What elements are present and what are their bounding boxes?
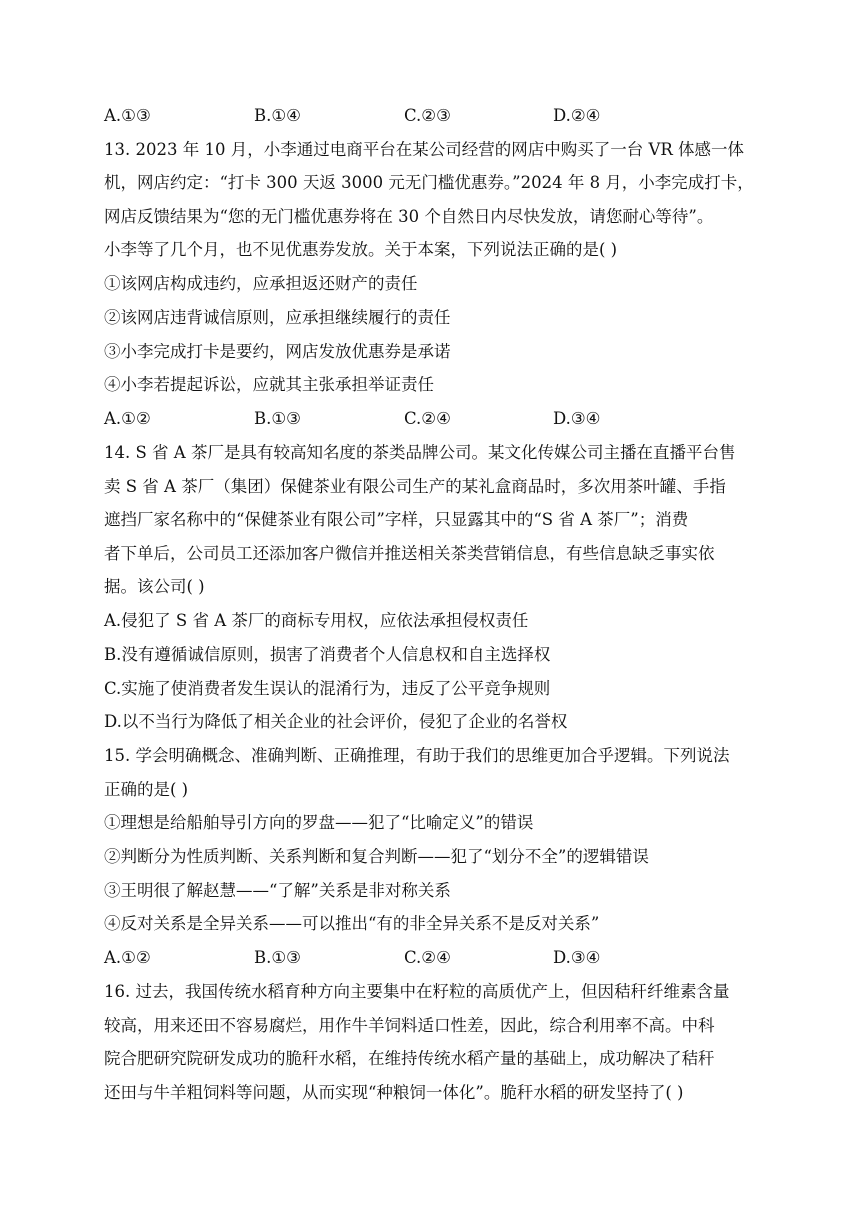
q14-stem-line: 据。该公司( ) [104,577,205,596]
q14-option-b[interactable]: B.没有遵循诚信原则，损害了消费者个人信息权和自主选择权 [104,645,551,664]
q14-stem-line: 卖 S 省 A 茶厂（集团）保健茶业有限公司生产的某礼盒商品时，多次用茶叶罐、手指 [104,477,726,496]
q15-stem-line: 15. 学会明确概念、准确判断、正确推理，有助于我们的思维更加合乎逻辑。下列说法 [104,746,730,765]
q14-stem-line: 者下单后，公司员工还添加客户微信并推送相关茶类营销信息，有些信息缺乏事实依 [104,544,715,563]
q12-options [104,106,784,126]
q13-stem-line: 13. 2023 年 10 月，小李通过电商平台在某公司经营的网店中购买了一台 VR 体感一体 [104,140,745,159]
q14-option-a[interactable]: A.侵犯了 S 省 A 茶厂的商标专用权，应依法承担侵权责任 [104,611,529,630]
q15-statement: ④反对关系是全异关系——可以推出“有的非全异关系不是反对关系” [104,914,600,933]
q16-stem-line: 较高，用来还田不容易腐烂，用作牛羊饲料适口性差，因此，综合利用率不高。中科 [104,1016,715,1035]
q13-statement: ②该网店违背诚信原则，应承担继续履行的责任 [104,308,451,327]
q13-stem-line: 小李等了几个月，也不见优惠券发放。关于本案，下列说法正确的是( ) [104,240,618,259]
q14-option-d[interactable]: D.以不当行为降低了相关企业的社会评价，侵犯了企业的名誉权 [104,712,568,731]
q13-options [104,409,784,429]
q15-stem-line: 正确的是( ) [104,780,189,799]
q15-option-d[interactable]: D.③④ [553,948,601,967]
q12-option-c[interactable]: C.②③ [404,106,451,125]
q13-statement: ④小李若提起诉讼，应就其主张承担举证责任 [104,375,434,394]
q14-option-c[interactable]: C.实施了使消费者发生误认的混淆行为，违反了公平竞争规则 [104,679,551,698]
q13-stem-line: 网店反馈结果为“您的无门槛优惠券将在 30 个自然日内尽快发放，请您耐心等待”。 [104,207,714,226]
q14-stem-line: 遮挡厂家名称中的“保健茶业有限公司”字样，只显露其中的“S 省 A 茶厂”；消费 [104,510,689,529]
q15-statement: ③王明很了解赵慧——“了解”关系是非对称关系 [104,881,451,900]
q16-stem-line: 还田与牛羊粗饲料等问题，从而实现“种粮饲一体化”。脆秆水稻的研发坚持了( ) [104,1083,684,1102]
q12-option-b[interactable]: B.①④ [254,106,301,125]
q12-option-d[interactable]: D.②④ [553,106,601,125]
q15-statement: ②判断分为性质判断、关系判断和复合判断——犯了“划分不全”的逻辑错误 [104,847,649,866]
q15-option-a[interactable]: A.①② [104,948,151,967]
q16-stem-line: 16. 过去，我国传统水稻育种方向主要集中在籽粒的高质优产上，但因秸秆纤维素含量 [104,982,730,1001]
q15-options [104,948,784,968]
q13-option-b[interactable]: B.①③ [254,409,301,428]
q13-stem-line: 机，网店约定：“打卡 300 天返 3000 元无门槛优惠券。”2024 年 8 月，小李完成打卡， [104,173,754,192]
q15-statement: ①理想是给船舶导引方向的罗盘——犯了“比喻定义”的错误 [104,813,534,832]
q13-option-a[interactable]: A.①② [104,409,151,428]
q13-statement: ③小李完成打卡是要约，网店发放优惠券是承诺 [104,342,451,361]
q16-stem-line: 院合肥研究院研发成功的脆秆水稻，在维持传统水稻产量的基础上，成功解决了秸秆 [104,1049,715,1068]
q15-option-c[interactable]: C.②④ [404,948,451,967]
q14-stem-line: 14. S 省 A 茶厂是具有较高知名度的茶类品牌公司。某文化传媒公司主播在直播平台售 [104,443,736,462]
q13-statement: ①该网店构成违约，应承担返还财产的责任 [104,274,418,293]
q13-option-d[interactable]: D.③④ [553,409,601,428]
q12-option-a[interactable]: A.①③ [104,106,151,125]
q15-option-b[interactable]: B.①③ [254,948,301,967]
q13-option-c[interactable]: C.②④ [404,409,451,428]
